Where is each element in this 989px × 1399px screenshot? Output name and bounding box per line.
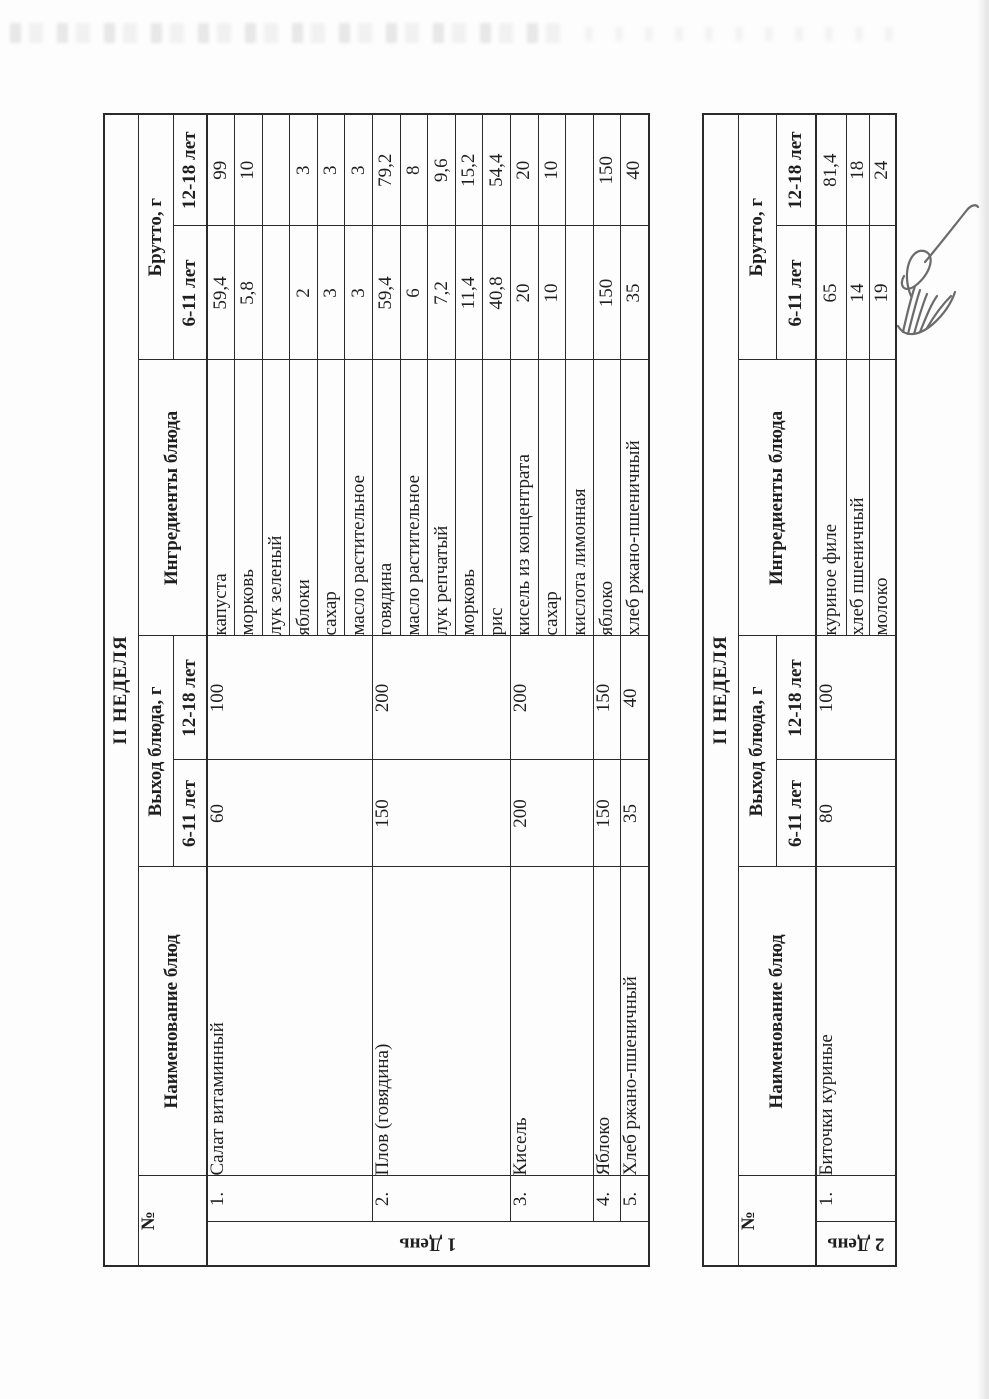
brutto-value-big-cell: 8: [400, 114, 428, 226]
brutto-value-big-cell: 150: [593, 114, 621, 226]
brutto-value-big-cell: 3: [317, 114, 345, 226]
col-header-ingredients: Ингредиенты блюда: [738, 360, 816, 636]
dish-name-cell: Салат витаминный: [207, 867, 373, 1176]
ingredient-name-cell: лук зеленый: [262, 360, 290, 636]
brutto-value-big-cell: 10: [538, 114, 566, 226]
output-value-small-cell: 35: [621, 760, 649, 867]
output-value-small-cell: 60: [207, 760, 373, 867]
ingredient-name-cell: яблоко: [593, 360, 621, 636]
brutto-value-big-cell: 40: [621, 114, 649, 226]
dish-number-cell: 4.: [593, 1176, 621, 1222]
dish-name-cell: Биточки куриные: [816, 867, 896, 1176]
brutto-value-big-cell: 10: [235, 114, 263, 226]
brutto-value-small-cell: 20: [511, 226, 539, 360]
brutto-value-small-cell: 3: [317, 226, 345, 360]
ingredient-name-cell: говядина: [373, 360, 401, 636]
ingredient-name-cell: рис: [483, 360, 511, 636]
brutto-value-small-cell: 19: [869, 226, 896, 360]
brutto-value-big-cell: 18: [846, 114, 869, 226]
dish-number-cell: 1.: [207, 1176, 373, 1222]
col-header-name: Наименование блюд: [138, 867, 207, 1176]
brutto-value-big-cell: [262, 114, 290, 226]
day-cell: [207, 1222, 649, 1266]
ingredient-name-cell: сахар: [538, 360, 566, 636]
brutto-age-subheader-big: 12-18 лет: [173, 114, 207, 226]
dish-name-cell: Плов (говядина): [373, 867, 511, 1176]
ingredient-name-cell: яблоки: [290, 360, 318, 636]
dish-number-cell: 1.: [816, 1176, 896, 1222]
brutto-value-small-cell: 7,2: [428, 226, 456, 360]
dish-name-cell: Яблоко: [593, 867, 621, 1176]
brutto-value-small-cell: 40,8: [483, 226, 511, 360]
day-label: 1 День: [399, 1233, 457, 1255]
ingredient-name-cell: лук репчатый: [428, 360, 456, 636]
brutto-value-big-cell: 79,2: [373, 114, 401, 226]
brutto-value-small-cell: 150: [593, 226, 621, 360]
brutto-value-big-cell: 99: [207, 114, 235, 226]
brutto-value-small-cell: 14: [846, 226, 869, 360]
output-age-subheader-small: 6-11 лет: [776, 760, 816, 867]
output-age-subheader-big: 12-18 лет: [173, 636, 207, 760]
brutto-value-small-cell: 5,8: [235, 226, 263, 360]
brutto-age-subheader-big: 12-18 лет: [776, 114, 816, 226]
brutto-value-big-cell: 20: [511, 114, 539, 226]
week-title: II НЕДЕЛЯ: [703, 114, 738, 1266]
menu-table-day2: [702, 113, 897, 1267]
brutto-value-big-cell: 15,2: [455, 114, 483, 226]
brutto-value-big-cell: 3: [290, 114, 318, 226]
ingredient-name-cell: морковь: [455, 360, 483, 636]
brutto-value-small-cell: [262, 226, 290, 360]
ingredient-name-cell: сахар: [317, 360, 345, 636]
col-header-output: Выход блюда, г: [738, 636, 776, 867]
output-value-big-cell: 200: [373, 636, 511, 760]
brutto-value-small-cell: 6: [400, 226, 428, 360]
dish-number-cell: 5.: [621, 1176, 649, 1222]
brutto-value-small-cell: 3: [345, 226, 373, 360]
brutto-value-small-cell: 11,4: [455, 226, 483, 360]
brutto-value-big-cell: 54,4: [483, 114, 511, 226]
ingredient-name-cell: масло растительное: [400, 360, 428, 636]
day-label-wrap: [817, 1223, 895, 1266]
col-header-brutto: Брутто, г: [738, 114, 776, 360]
ingredient-name-cell: кислота лимонная: [566, 360, 594, 636]
ingredient-name-cell: хлеб пшеничный: [846, 360, 869, 636]
ingredient-name-cell: морковь: [235, 360, 263, 636]
brutto-value-small-cell: 65: [816, 226, 846, 360]
brutto-value-small-cell: 59,4: [207, 226, 235, 360]
col-header-brutto: Брутто, г: [138, 114, 173, 360]
output-value-big-cell: 200: [511, 636, 594, 760]
menu-table-day1: [103, 113, 650, 1267]
col-header-ingredients: Ингредиенты блюда: [138, 360, 207, 636]
dish-name-cell: Кисель: [511, 867, 594, 1176]
output-value-big-cell: 40: [621, 636, 649, 760]
day-label: 2 День: [827, 1233, 885, 1255]
brutto-value-big-cell: 24: [869, 114, 896, 226]
col-header-no: №: [138, 1176, 207, 1266]
ingredient-name-cell: кисель из концентрата: [511, 360, 539, 636]
output-age-subheader-small: 6-11 лет: [173, 760, 207, 867]
brutto-value-big-cell: 3: [345, 114, 373, 226]
col-header-no: №: [738, 1176, 816, 1266]
brutto-value-small-cell: 2: [290, 226, 318, 360]
ingredient-name-cell: капуста: [207, 360, 235, 636]
day-cell: [816, 1222, 896, 1266]
ingredient-name-cell: куриное филе: [816, 360, 846, 636]
output-value-small-cell: 200: [511, 760, 594, 867]
brutto-value-small-cell: 35: [621, 226, 649, 360]
output-value-small-cell: 150: [593, 760, 621, 867]
output-value-big-cell: 100: [207, 636, 373, 760]
ingredient-name-cell: хлеб ржано-пшеничный: [621, 360, 649, 636]
brutto-age-subheader-small: 6-11 лет: [173, 226, 207, 360]
brutto-value-big-cell: [566, 114, 594, 226]
ingredient-name-cell: молоко: [869, 360, 896, 636]
brutto-value-small-cell: [566, 226, 594, 360]
week-title: II НЕДЕЛЯ: [104, 114, 138, 1266]
brutto-age-subheader-small: 6-11 лет: [776, 226, 816, 360]
dish-name-cell: Хлеб ржано-пшеничный: [621, 867, 649, 1176]
day-label-wrap: [208, 1223, 648, 1266]
output-age-subheader-big: 12-18 лет: [776, 636, 816, 760]
col-header-output: Выход блюда, г: [138, 636, 173, 867]
output-value-small-cell: 150: [373, 760, 511, 867]
brutto-value-small-cell: 10: [538, 226, 566, 360]
brutto-value-small-cell: 59,4: [373, 226, 401, 360]
col-header-name: Наименование блюд: [738, 867, 816, 1176]
output-value-big-cell: 150: [593, 636, 621, 760]
dish-number-cell: 2.: [373, 1176, 511, 1222]
brutto-value-big-cell: 81,4: [816, 114, 846, 226]
output-value-small-cell: 80: [816, 760, 896, 867]
brutto-value-big-cell: 9,6: [428, 114, 456, 226]
handwritten-signature: [891, 198, 983, 346]
ingredient-name-cell: масло растительное: [345, 360, 373, 636]
dish-number-cell: 3.: [511, 1176, 594, 1222]
output-value-big-cell: 100: [816, 636, 896, 760]
